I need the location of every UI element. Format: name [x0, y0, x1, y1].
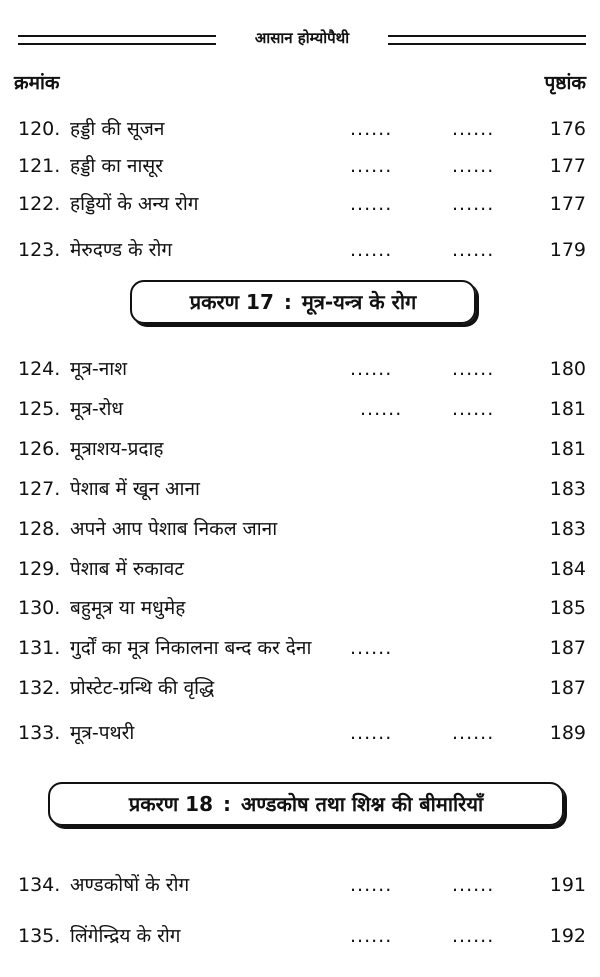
chapter-separator: : — [223, 792, 232, 816]
entry-number: 128. — [18, 518, 61, 540]
toc-entry — [0, 434, 600, 464]
leader-dots: ...... — [452, 398, 495, 420]
chapter-name: मूत्र-यन्त्र के रोग — [301, 290, 417, 314]
toc-entry — [0, 593, 600, 623]
toc-entry — [0, 394, 600, 424]
running-header — [18, 30, 586, 50]
entry-title: मूत्र-पथरी — [70, 722, 135, 744]
leader-dots: ...... — [350, 637, 393, 659]
leader-dots: ...... — [350, 925, 393, 947]
leader-dots: ...... — [350, 874, 393, 896]
toc-entry — [0, 673, 600, 703]
leader-dots: ...... — [360, 398, 403, 420]
leader-dots: ...... — [452, 193, 495, 215]
entry-title: प्रोस्टेट-ग्रन्थि की वृद्धि — [70, 677, 215, 699]
toc-entry — [0, 151, 600, 181]
toc-entry — [0, 474, 600, 504]
entry-number: 132. — [18, 677, 61, 699]
entry-number: 126. — [18, 438, 61, 460]
leader-dots: ...... — [452, 722, 495, 744]
entry-number: 122. — [18, 193, 61, 215]
entry-page-number: 180 — [549, 358, 586, 380]
entry-number: 134. — [18, 874, 61, 896]
entry-title: हड्डी की सूजन — [70, 118, 165, 140]
entry-number: 135. — [18, 925, 61, 947]
entry-page-number: 179 — [549, 239, 586, 261]
leader-dots: ...... — [350, 239, 393, 261]
leader-dots: ...... — [350, 193, 393, 215]
entry-title: अपने आप पेशाब निकल जाना — [70, 518, 278, 540]
entry-number: 129. — [18, 558, 61, 580]
chapter-name: अण्डकोष तथा शिश्न की बीमारियाँ — [241, 792, 484, 816]
chapter-17-heading — [130, 280, 476, 324]
leader-dots: ...... — [350, 358, 393, 380]
entry-title: पेशाब में खून आना — [70, 478, 200, 500]
toc-entry — [0, 633, 600, 663]
entry-title: हड्डियों के अन्य रोग — [70, 193, 199, 215]
entry-title: बहुमूत्र या मधुमेह — [70, 597, 186, 619]
entry-page-number: 184 — [549, 558, 586, 580]
entry-title: गुर्दों का मूत्र निकालना बन्द कर देना — [70, 637, 312, 659]
toc-entry — [0, 114, 600, 144]
entry-title: मूत्राशय-प्रदाह — [70, 438, 164, 460]
entry-page-number: 185 — [549, 597, 586, 619]
chapter-label: प्रकरण 18 — [128, 792, 214, 816]
entry-number: 130. — [18, 597, 61, 619]
leader-dots: ...... — [350, 118, 393, 140]
toc-entry — [0, 235, 600, 265]
entry-number: 121. — [18, 155, 61, 177]
entry-number: 124. — [18, 358, 61, 380]
page-column-heading: पृष्ठांक — [544, 72, 586, 94]
entry-title: मेरुदण्ड के रोग — [70, 239, 173, 261]
toc-entry — [0, 189, 600, 219]
entry-page-number: 181 — [549, 438, 586, 460]
entry-title: पेशाब में रुकावट — [70, 558, 184, 580]
entry-page-number: 177 — [549, 193, 586, 215]
leader-dots: ...... — [452, 874, 495, 896]
entry-title: हड्डी का नासूर — [70, 155, 163, 177]
entry-title: मूत्र-नाश — [70, 358, 128, 380]
entry-number: 133. — [18, 722, 61, 744]
toc-entry — [0, 870, 600, 900]
entry-page-number: 187 — [549, 637, 586, 659]
entry-page-number: 189 — [549, 722, 586, 744]
entry-page-number: 176 — [549, 118, 586, 140]
toc-entry — [0, 718, 600, 748]
entry-title: मूत्र-रोध — [70, 398, 124, 420]
entry-number: 125. — [18, 398, 61, 420]
chapter-label: प्रकरण 17 — [189, 290, 274, 314]
serial-column-heading: क्रमांक — [14, 72, 60, 94]
entry-page-number: 192 — [549, 925, 586, 947]
leader-dots: ...... — [452, 155, 495, 177]
entry-number: 127. — [18, 478, 61, 500]
toc-entry — [0, 554, 600, 584]
entry-page-number: 183 — [549, 478, 586, 500]
entry-title: लिंगेन्द्रिय के रोग — [70, 925, 181, 947]
entry-number: 120. — [18, 118, 61, 140]
entry-page-number: 187 — [549, 677, 586, 699]
entry-number: 131. — [18, 637, 61, 659]
toc-entry — [0, 514, 600, 544]
toc-entry — [0, 354, 600, 384]
entry-title: अण्डकोषों के रोग — [70, 874, 190, 896]
toc-entry — [0, 921, 600, 951]
header-rule-right — [388, 35, 586, 45]
leader-dots: ...... — [452, 925, 495, 947]
leader-dots: ...... — [452, 118, 495, 140]
entry-page-number: 183 — [549, 518, 586, 540]
header-title: आसान होम्योपैथी — [254, 29, 350, 47]
leader-dots: ...... — [350, 155, 393, 177]
leader-dots: ...... — [452, 239, 495, 261]
entry-page-number: 181 — [549, 398, 586, 420]
chapter-separator: : — [283, 290, 292, 314]
chapter-18-heading — [48, 782, 564, 826]
entry-page-number: 191 — [549, 874, 586, 896]
entry-page-number: 177 — [549, 155, 586, 177]
leader-dots: ...... — [452, 358, 495, 380]
entry-number: 123. — [18, 239, 61, 261]
leader-dots: ...... — [350, 722, 393, 744]
